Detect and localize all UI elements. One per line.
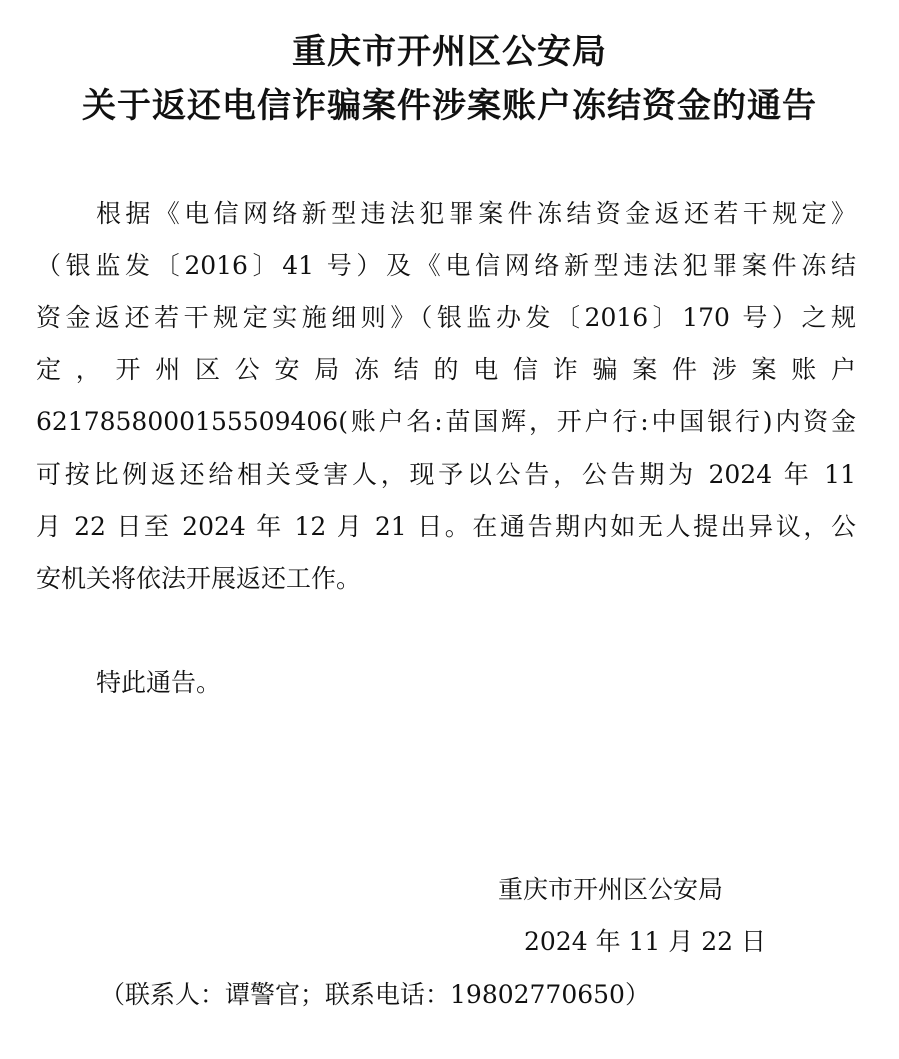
notice-title-org: 重庆市开州区公安局 <box>292 32 607 72</box>
body-paragraph-line: 6217858000155509406(账户名:苗国辉，开户行:中国银行)内资金 <box>36 407 856 436</box>
signature-date: 2024 年 11 月 22 日 <box>524 927 766 956</box>
body-paragraph-line: 可按比例返还给相关受害人，现予以公告，公告期为 2024 年 11 <box>36 460 856 489</box>
notice-title-subject: 关于返还电信诈骗案件涉案账户冻结资金的通告 <box>82 86 817 126</box>
closing-remark: 特此通告。 <box>96 668 222 697</box>
body-paragraph-line: 定，开州区公安局冻结的电信诈骗案件涉案账户 <box>36 355 856 384</box>
body-paragraph-line: 资金返还若干规定实施细则》（银监办发〔2016〕170 号）之规 <box>36 303 856 332</box>
body-paragraph-line: 安机关将依法开展返还工作。 <box>36 564 362 593</box>
body-paragraph-line: （银监发〔2016〕41 号）及《电信网络新型违法犯罪案件冻结 <box>36 251 856 280</box>
body-paragraph-line: 根据《电信网络新型违法犯罪案件冻结资金返还若干规定》 <box>96 199 856 228</box>
body-paragraph-line: 月 22 日至 2024 年 12 月 21 日。在通告期内如无人提出异议，公 <box>36 512 856 541</box>
signature-organization: 重庆市开州区公安局 <box>498 875 724 904</box>
contact-info: （联系人：谭警官；联系电话：19802770650） <box>100 980 650 1009</box>
